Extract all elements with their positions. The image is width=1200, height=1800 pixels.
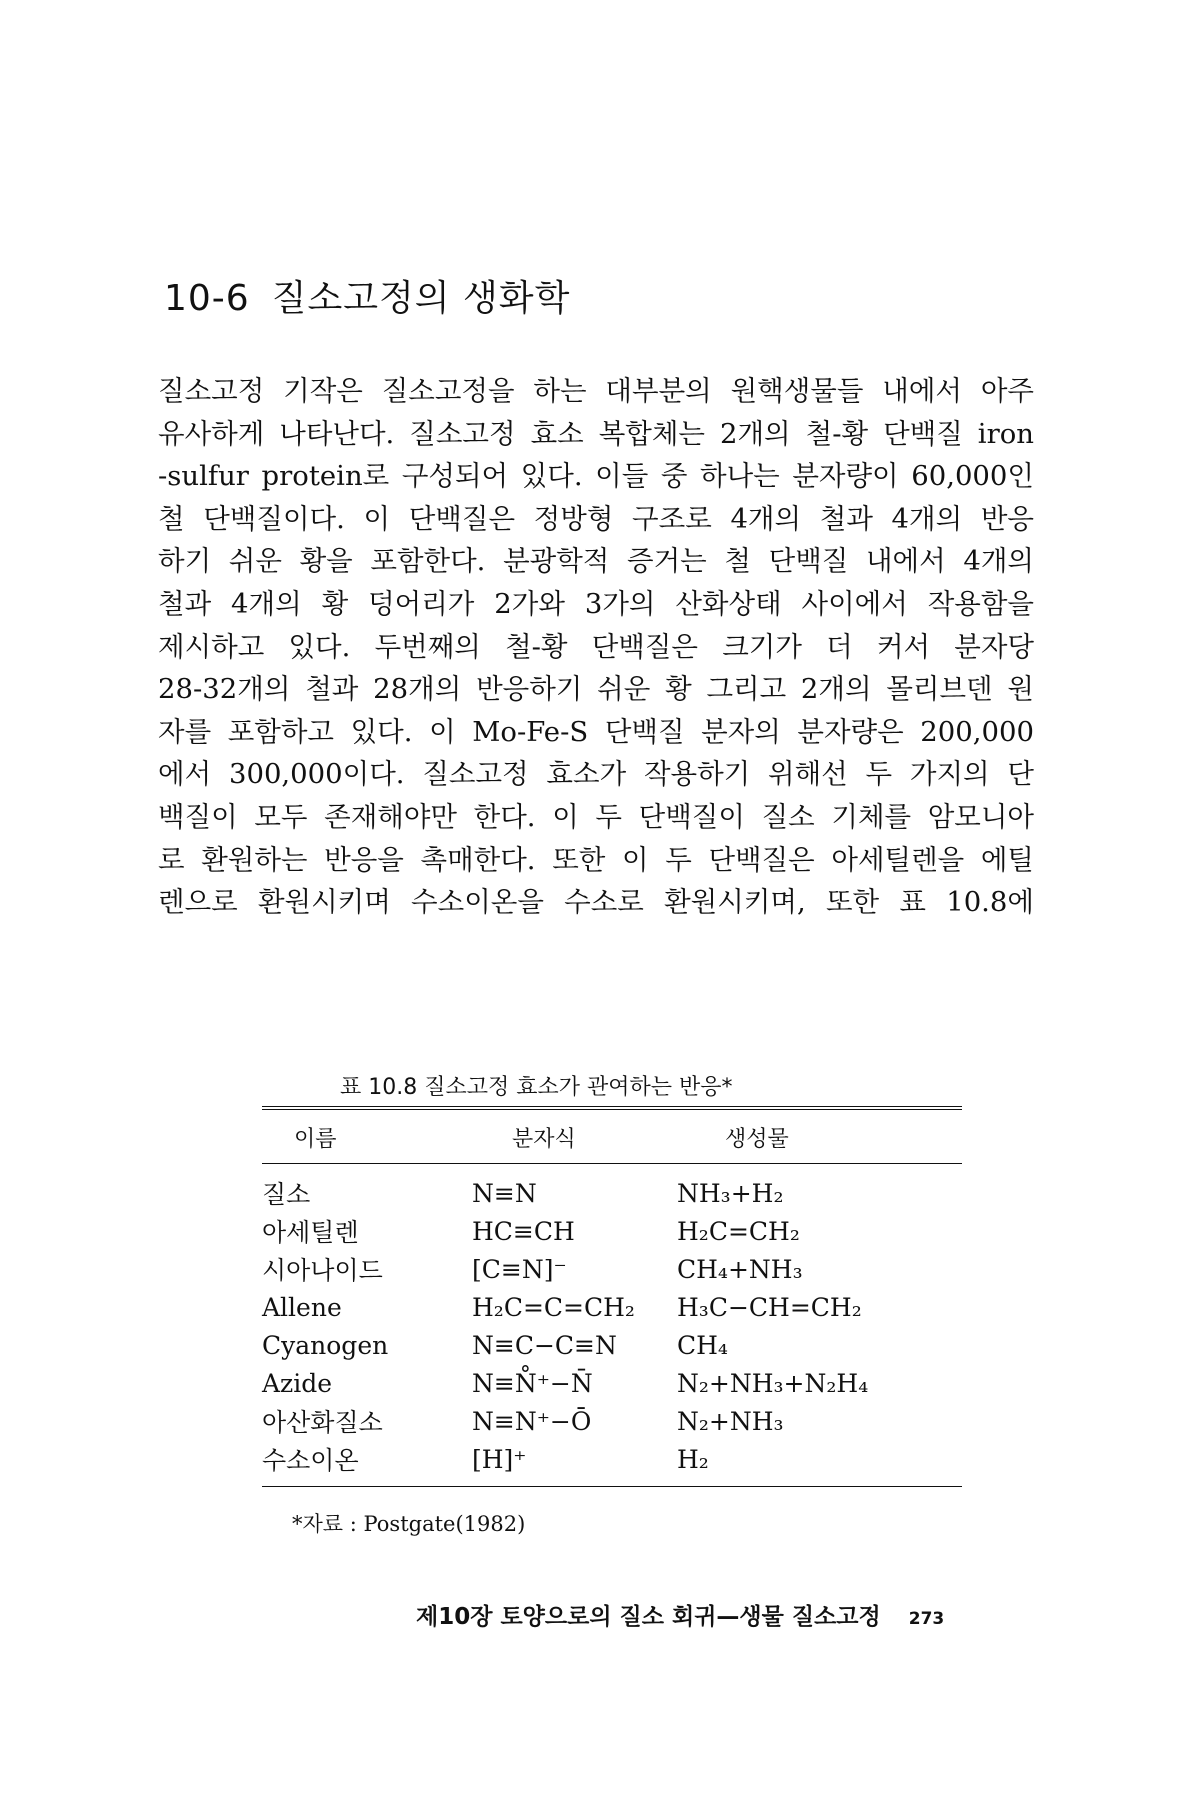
body-line: 로 환원하는 반응을 촉매한다. 또한 이 두 단백질은 아세틸렌을 에틸 (158, 843, 1034, 876)
cell-formula: N≡N⁺−Ō (472, 1406, 592, 1436)
body-line: 철 단백질이다. 이 단백질은 정방형 구조로 4개의 철과 4개의 반응 (158, 502, 1034, 535)
table-row (262, 1164, 962, 1213)
table-footnote: *자료 : Postgate(1982) (292, 1512, 526, 1536)
cell-name: 아산화질소 (262, 1408, 383, 1437)
table-row (262, 1326, 962, 1364)
table-row (262, 1212, 962, 1250)
table-caption: 표 10.8 질소고정 효소가 관여하는 반응* (340, 1075, 733, 1100)
header-name: 이름 (294, 1127, 337, 1152)
body-paragraph (158, 370, 1034, 924)
section-number: 10-6 (164, 278, 250, 319)
cell-product: N₂+NH₃+N₂H₄ (677, 1368, 869, 1398)
cell-formula: N≡C−C≡N (472, 1330, 617, 1360)
cell-product: N₂+NH₃ (677, 1406, 784, 1436)
reaction-table (262, 1106, 962, 1487)
cell-formula: N≡N (472, 1178, 537, 1208)
body-line: 유사하게 나타난다. 질소고정 효소 복합체는 2개의 철-황 단백질 iron (158, 417, 1034, 450)
body-line: 28-32개의 철과 28개의 반응하기 쉬운 황 그리고 2개의 몰리브덴 원 (158, 673, 1034, 706)
table-header-row (262, 1108, 962, 1164)
table-row (262, 1250, 962, 1288)
cell-product: CH₄+NH₃ (677, 1254, 803, 1284)
table-row (262, 1288, 962, 1326)
header-product: 생성물 (725, 1127, 789, 1152)
body-line: 제시하고 있다. 두번째의 철-황 단백질은 크기가 더 커서 분자당 (158, 630, 1034, 663)
cell-name: 아세틸렌 (262, 1218, 359, 1247)
cell-formula: H₂C=C=CH₂ (472, 1292, 635, 1322)
cell-formula: [C≡N]⁻ (472, 1254, 567, 1284)
body-line: 하기 쉬운 황을 포함한다. 분광학적 증거는 철 단백질 내에서 4개의 (158, 545, 1034, 578)
cell-name: Azide (262, 1368, 333, 1398)
header-formula: 분자식 (512, 1127, 576, 1152)
section-title: 질소고정의 생화학 (271, 278, 571, 319)
section-heading (164, 270, 570, 321)
page-number: 273 (908, 1609, 945, 1629)
cell-name: 질소 (262, 1180, 311, 1209)
body-line: 렌으로 환원시키며 수소이온을 수소로 환원시키며, 또한 표 10.8에 (158, 886, 1034, 919)
cell-formula: HC≡CH (472, 1216, 575, 1246)
cell-product: H₂C=CH₂ (677, 1216, 800, 1246)
cell-name: Allene (262, 1292, 342, 1322)
cell-formula: N≡N̊⁺−N̄ (472, 1368, 593, 1398)
body-line: 철과 4개의 황 덩어리가 2가와 3가의 산화상태 사이에서 작용함을 (158, 587, 1034, 620)
body-line: 질소고정 기작은 질소고정을 하는 대부분의 원핵생물들 내에서 아주 (158, 375, 1034, 407)
cell-name: 시아나이드 (262, 1256, 383, 1285)
body-line: 자를 포함하고 있다. 이 Mo-Fe-S 단백질 분자의 분자량은 200,000 (158, 715, 1034, 748)
cell-name: 수소이온 (262, 1446, 359, 1475)
table-row (262, 1402, 962, 1440)
cell-product: H₂ (677, 1444, 709, 1474)
running-footer (416, 1598, 944, 1631)
table-row (262, 1364, 962, 1402)
chapter-title: 제10장 토양으로의 질소 회귀—생물 질소고정 (416, 1604, 881, 1630)
body-line: -sulfur protein로 구성되어 있다. 이들 중 하나는 분자량이 60,000인 (158, 460, 1034, 493)
cell-product: NH₃+H₂ (677, 1178, 784, 1208)
cell-name: Cyanogen (262, 1330, 389, 1360)
cell-formula: [H]⁺ (472, 1444, 527, 1474)
body-line: 백질이 모두 존재해야만 한다. 이 두 단백질이 질소 기체를 암모니아 (158, 800, 1034, 833)
cell-product: H₃C−CH=CH₂ (677, 1292, 862, 1322)
cell-product: CH₄ (677, 1330, 728, 1360)
table-row (262, 1440, 962, 1487)
body-line: 에서 300,000이다. 질소고정 효소가 작용하기 위해선 두 가지의 단 (158, 758, 1034, 791)
